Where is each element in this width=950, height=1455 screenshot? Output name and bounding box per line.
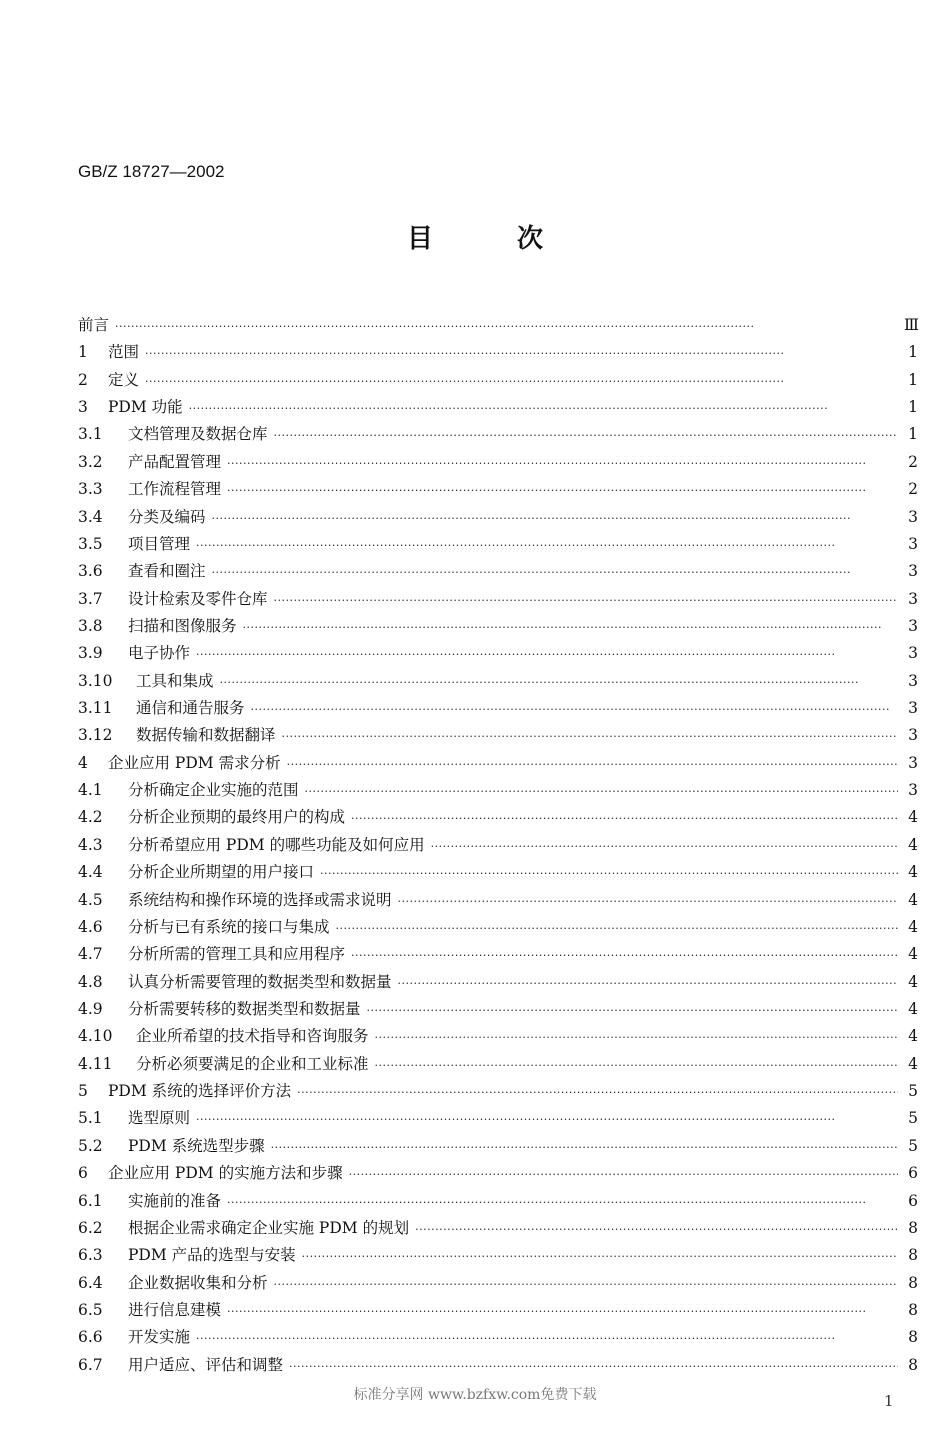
dot-leader (297, 1086, 898, 1099)
toc-entry-label: 工具和集成 (136, 671, 214, 690)
toc-entry-number: 4.9 (78, 999, 103, 1018)
toc-entry-number: 6.3 (78, 1246, 103, 1265)
toc-entry-number: 3.7 (78, 589, 103, 608)
toc-entry[interactable] (78, 532, 918, 559)
toc-entry-label: PDM 系统选型步骤 (128, 1136, 265, 1155)
toc-entry-number: 3.5 (78, 534, 103, 553)
dot-leader (274, 594, 898, 607)
toc-entry-label: 企业数据收集和分析 (128, 1273, 268, 1292)
toc-entry-page: 3 (908, 562, 918, 581)
toc-entry-page: 4 (908, 835, 918, 854)
toc-entry-number: 3.10 (78, 671, 113, 690)
toc-entry-label: 通信和通告服务 (136, 699, 245, 718)
toc-entry[interactable] (78, 778, 918, 805)
toc-entry-number: 6.1 (78, 1191, 103, 1210)
toc-entry-label: 分析所需的管理工具和应用程序 (128, 945, 346, 964)
toc-entry[interactable] (78, 805, 918, 832)
dot-leader (196, 1113, 898, 1126)
toc-entry[interactable] (78, 1161, 918, 1188)
toc-entry-label: 企业所希望的技术指导和咨询服务 (136, 1027, 369, 1046)
toc-entry-number: 3.8 (78, 616, 103, 635)
toc-entry-number: 6.2 (78, 1218, 103, 1237)
toc-entry[interactable] (78, 614, 918, 641)
toc-entry-label: 前言 (78, 316, 110, 334)
toc-entry[interactable] (78, 450, 918, 477)
toc-entry-label: 数据传输和数据翻译 (136, 726, 276, 745)
toc-entry-page: 2 (908, 480, 918, 499)
toc-entry-label: 分析确定企业实施的范围 (128, 781, 299, 800)
dot-leader (212, 512, 898, 525)
toc-entry-label: 工作流程管理 (128, 480, 222, 499)
toc-entry-page: 3 (908, 507, 918, 526)
dot-leader (282, 730, 898, 743)
toc-entry-label: 分类及编码 (128, 507, 206, 526)
toc-entry-label: 选型原则 (128, 1109, 191, 1128)
toc-entry-number: 4.4 (78, 863, 103, 882)
dot-leader (227, 1305, 898, 1318)
toc-entry-number: 5.1 (78, 1109, 103, 1128)
toc-entry-number: 6.7 (78, 1355, 103, 1374)
toc-entry-number: 4.6 (78, 917, 103, 936)
toc-entry-label: 定义 (108, 370, 140, 389)
toc-entry-label: 系统结构和操作环境的选择或需求说明 (128, 890, 392, 909)
toc-entry-page: 4 (908, 917, 918, 936)
toc-entry-number: 4.3 (78, 835, 103, 854)
page-number: 1 (884, 1392, 894, 1410)
toc-entry-number: 3.12 (78, 726, 113, 745)
toc-entry-number: 4.7 (78, 945, 103, 964)
toc-entry-number: 3.1 (78, 425, 103, 444)
toc-entry-number: 4.8 (78, 972, 103, 991)
toc-entry[interactable] (78, 422, 918, 449)
toc-entry-page: 4 (908, 999, 918, 1018)
toc-entry-number: 1 (78, 343, 88, 362)
toc-entry-page: 2 (908, 452, 918, 471)
toc-entry[interactable] (78, 970, 918, 997)
toc-entry-label: 根据企业需求确定企业实施 PDM 的规划 (128, 1218, 410, 1237)
toc-entry[interactable] (78, 1325, 918, 1352)
page-title (0, 218, 950, 255)
toc-entry-label: 电子协作 (128, 644, 191, 663)
toc-entry[interactable] (78, 395, 918, 422)
toc-entry-page: 5 (908, 1136, 918, 1155)
toc-entry-number: 4.1 (78, 781, 103, 800)
title-char-1: 目 (406, 224, 433, 254)
toc-entry[interactable] (78, 915, 918, 942)
dot-leader (196, 1332, 898, 1345)
toc-entry-label: 查看和圈注 (128, 562, 206, 581)
toc-entry-label: 实施前的准备 (128, 1191, 222, 1210)
toc-entry-label: 扫描和图像服务 (128, 616, 237, 635)
toc-entry[interactable] (78, 860, 918, 887)
dot-leader (227, 484, 898, 497)
toc-entry-page: 5 (908, 1109, 918, 1128)
dot-leader (115, 320, 898, 333)
toc-entry-label: 开发实施 (128, 1328, 191, 1347)
toc-entry-page: 8 (908, 1246, 918, 1265)
toc-entry-number: 3.3 (78, 480, 103, 499)
toc-entry-label: 分析希望应用 PDM 的哪些功能及如何应用 (128, 835, 425, 854)
toc-entry[interactable] (78, 723, 918, 750)
toc-entry-label: 进行信息建模 (128, 1300, 222, 1319)
dot-leader (289, 1360, 898, 1373)
dot-leader (375, 1031, 898, 1044)
dot-leader (302, 1250, 898, 1263)
toc-entry[interactable] (78, 587, 918, 614)
toc-entry-label: 企业应用 PDM 的实施方法和步骤 (108, 1164, 343, 1183)
toc-entry-number: 4.2 (78, 808, 103, 827)
toc-entry-page: 8 (908, 1300, 918, 1319)
toc-entry[interactable] (78, 505, 918, 532)
toc-entry-page: 6 (908, 1164, 918, 1183)
toc-entry-page: 4 (908, 890, 918, 909)
toc-entry[interactable] (78, 1134, 918, 1161)
dot-leader (349, 1168, 898, 1181)
toc-entry-number: 4.5 (78, 890, 103, 909)
toc-entry[interactable] (78, 1298, 918, 1325)
toc-entry[interactable] (78, 477, 918, 504)
toc-entry[interactable] (78, 313, 918, 340)
toc-entry-page: 8 (908, 1218, 918, 1237)
toc-entry-label: PDM 产品的选型与安装 (128, 1246, 296, 1265)
toc-entry-page: 1 (908, 370, 918, 389)
dot-leader (274, 1278, 898, 1291)
dot-leader (251, 703, 898, 716)
dot-leader (351, 812, 898, 825)
toc-entry-label: 设计检索及零件仓库 (128, 589, 268, 608)
toc-entry-number: 6.6 (78, 1328, 103, 1347)
toc-entry-page: 1 (908, 343, 918, 362)
toc-entry-label: 认真分析需要管理的数据类型和数据量 (128, 972, 392, 991)
toc-entry[interactable] (78, 1024, 918, 1051)
toc-entry-number: 6.5 (78, 1300, 103, 1319)
dot-leader (398, 977, 898, 990)
toc-entry[interactable] (78, 1216, 918, 1243)
toc-entry[interactable] (78, 1189, 918, 1216)
toc-entry-label: 分析需要转移的数据类型和数据量 (128, 999, 361, 1018)
toc-entry-label: 范围 (108, 343, 140, 362)
toc-entry[interactable] (78, 833, 918, 860)
toc-entry-number: 5.2 (78, 1136, 103, 1155)
toc-entry-page: 5 (908, 1082, 918, 1101)
toc-entry-page: 3 (908, 699, 918, 718)
toc-entry[interactable] (78, 340, 918, 367)
toc-entry-number: 3.2 (78, 452, 103, 471)
toc-entry-label: 分析与已有系统的接口与集成 (128, 917, 330, 936)
dot-leader (145, 347, 898, 360)
toc-entry-number: 6.4 (78, 1273, 103, 1292)
dot-leader (227, 1196, 898, 1209)
toc-entry[interactable] (78, 559, 918, 586)
toc-entry-page: 8 (908, 1355, 918, 1374)
watermark-footer: 标准分享网 www.bzfxw.com免费下载 (353, 1387, 597, 1403)
toc-entry[interactable] (78, 1052, 918, 1079)
dot-leader (196, 648, 898, 661)
toc-entry-label: 项目管理 (128, 534, 191, 553)
dot-leader (196, 539, 898, 552)
dot-leader (271, 1141, 898, 1154)
toc-entry-number: 4.10 (78, 1027, 113, 1046)
toc-entry[interactable] (78, 696, 918, 723)
dot-leader (336, 922, 898, 935)
toc-entry-number: 3.4 (78, 507, 103, 526)
toc-entry-label: 企业应用 PDM 需求分析 (108, 753, 281, 772)
toc-entry-page: 3 (908, 616, 918, 635)
toc-entry-label: PDM 功能 (108, 398, 183, 417)
toc-entry-page: 4 (908, 972, 918, 991)
toc-entry-page: 3 (908, 781, 918, 800)
standard-code: GB/Z 18727—2002 (78, 162, 225, 181)
dot-leader (274, 429, 898, 442)
dot-leader (189, 402, 898, 415)
dot-leader (320, 867, 898, 880)
toc-entry-label: 用户适应、评估和调整 (128, 1355, 284, 1374)
toc-entry-label: 产品配置管理 (128, 452, 222, 471)
toc-entry-label: 分析必须要满足的企业和工业标准 (136, 1054, 369, 1073)
toc-entry-page: 1 (908, 425, 918, 444)
dot-leader (305, 785, 898, 798)
toc-entry-number: 3 (78, 398, 88, 417)
dot-leader (227, 457, 898, 470)
toc-entry[interactable] (78, 1079, 918, 1106)
toc-entry-label: 分析企业所期望的用户接口 (128, 863, 315, 882)
dot-leader (431, 840, 898, 853)
toc-entry[interactable] (78, 1353, 918, 1380)
dot-leader (415, 1223, 898, 1236)
toc-entry-page: 3 (908, 726, 918, 745)
toc-entry-number: 3.11 (78, 699, 113, 718)
toc-entry[interactable] (78, 641, 918, 668)
toc-entry-number: 4 (78, 753, 88, 772)
toc-entry-number: 4.11 (78, 1054, 113, 1073)
toc-entry[interactable] (78, 888, 918, 915)
dot-leader (367, 1004, 898, 1017)
toc-entry-number: 5 (78, 1082, 88, 1101)
toc-entry-number: 2 (78, 370, 88, 389)
toc-entry-page: Ⅲ (904, 316, 919, 334)
toc-entry-label: 文档管理及数据仓库 (128, 425, 268, 444)
toc-entry-page: 4 (908, 863, 918, 882)
dot-leader (375, 1059, 898, 1072)
toc-entry[interactable] (78, 942, 918, 969)
toc-entry-number: 3.9 (78, 644, 103, 663)
dot-leader (145, 375, 898, 388)
toc-entry-page: 3 (908, 753, 918, 772)
toc-entry-page: 8 (908, 1273, 918, 1292)
toc-entry-page: 4 (908, 1027, 918, 1046)
toc-entry-page: 3 (908, 644, 918, 663)
toc-entry-page: 6 (908, 1191, 918, 1210)
toc-entry-page: 1 (908, 398, 918, 417)
toc-entry[interactable] (78, 751, 918, 778)
toc-entry-page: 4 (908, 1054, 918, 1073)
toc-entry-page: 3 (908, 589, 918, 608)
toc-entry-page: 3 (908, 534, 918, 553)
dot-leader (398, 895, 898, 908)
toc-entry-number: 6 (78, 1164, 88, 1183)
toc-entry[interactable] (78, 1243, 918, 1270)
toc-entry[interactable] (78, 997, 918, 1024)
toc-entry-label: 分析企业预期的最终用户的构成 (128, 808, 346, 827)
toc-entry[interactable] (78, 1106, 918, 1133)
dot-leader (243, 621, 898, 634)
dot-leader (287, 758, 898, 771)
dot-leader (212, 566, 898, 579)
toc-entry-label: PDM 系统的选择评价方法 (108, 1082, 292, 1101)
title-char-2: 次 (517, 224, 544, 254)
table-of-contents (78, 313, 918, 1380)
toc-entry-number: 3.6 (78, 562, 103, 581)
toc-entry[interactable] (78, 368, 918, 395)
dot-leader (220, 676, 898, 689)
toc-entry[interactable] (78, 1271, 918, 1298)
toc-entry-page: 8 (908, 1328, 918, 1347)
toc-entry-page: 4 (908, 808, 918, 827)
toc-entry-page: 3 (908, 671, 918, 690)
dot-leader (351, 949, 898, 962)
toc-entry-page: 4 (908, 945, 918, 964)
toc-entry[interactable] (78, 669, 918, 696)
